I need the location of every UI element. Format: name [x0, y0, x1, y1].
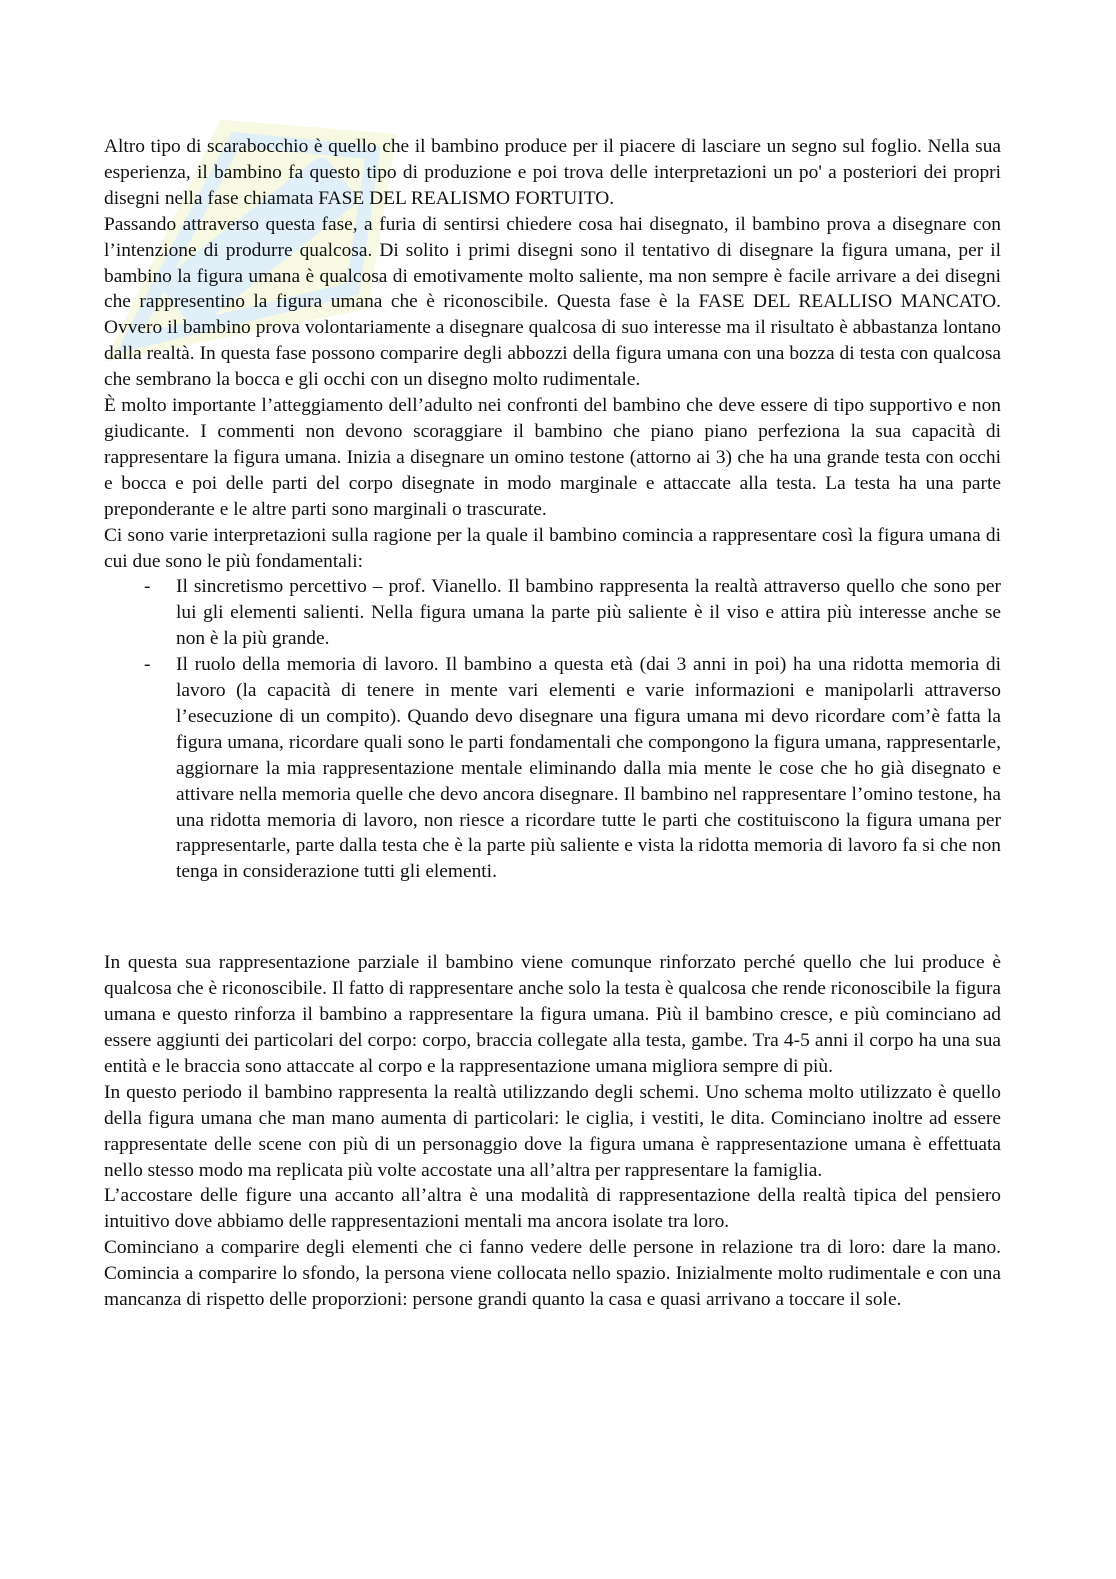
paragraph: L’accostare delle figure una accanto all’altra è una modalità di rappresentazione della realtà tipica del pensiero intuitivo dove abbiamo delle rappresentazioni mentali ma ancora isolate tra loro. [104, 1185, 1001, 1233]
list-marker: - [144, 576, 151, 598]
paragraph: Altro tipo di scarabocchio è quello che il bambino produce per il piacere di lasciare un segno sul foglio. Nella sua esperienza, il bambino fa questo tipo di produzione e poi trova delle interpretazioni un po' a posteriori dei propri disegni nella fase chiamata FASE DEL REALISMO FORTUITO. [104, 136, 1001, 209]
list-item-text: Il ruolo della memoria di lavoro. Il bambino a questa età (dai 3 anni in poi) ha una ridotta memoria di lavoro (la capacità di tenere in mente vari elementi e varie informazioni e manipolarli attraverso l’esecuzione di un compito). Quando devo disegnare una figura umana mi devo ricordare com’è fatta la figura umana, ricordare quali sono le parti fondamentali che compongono la figura umana, rappresentarle, aggiornare la mia rappresentazione mentale eliminando dalla mia mente le cose che ho già disegnato e attivare nella memoria quelle che devo ancora disegnare. Il bambino nel rappresentare l’omino testone, ha una ridotta memoria di lavoro, non riesce a ricordare tutte le parti che costituiscono la figura umana per rappresentarle, parte dalla testa che è la parte più saliente e vista la ridotta memoria di lavoro fa si che non tenga in considerazione tutti gli elementi. [176, 654, 1001, 883]
paragraph: In questa sua rappresentazione parziale il bambino viene comunque rinforzato perché quello che lui produce è qualcosa che è riconoscibile. Il fatto di rappresentare anche solo la testa è qualcosa che rende riconoscibile la figura umana e questo rinforza il bambino a rappresentare la figura umana. Più il bambino cresce, e più cominciano ad essere aggiunti dei particolari del corpo: corpo, braccia collegate alla testa, gambe. Tra 4-5 anni il corpo ha una sua entità e le braccia sono attaccate al corpo e la rappresentazione umana migliora sempre di più. [104, 952, 1001, 1077]
list-item [144, 574, 1001, 652]
paragraph: Cominciano a comparire degli elementi che ci fanno vedere delle persone in relazione tra di loro: dare la mano. Comincia a comparire lo sfondo, la persona viene collocata nello spazio. Inizialmente molto rudimentale e con una mancanza di rispetto delle proporzioni: persone grandi quanto la casa e quasi arrivano a toccare il sole. [104, 1237, 1001, 1311]
document-page [104, 134, 1001, 1313]
paragraph: È molto importante l’atteggiamento dell’adulto nei confronti del bambino che deve essere di tipo supportivo e non giudicante. I commenti non devono scoraggiare il bambino che piano piano perfeziona la sua capacità di rappresentare la figura umana. Inizia a disegnare un omino testone (attorno ai 3) che ha una grande testa con occhi e bocca e poi delle parti del corpo disegnate in modo marginale e attaccate alla testa. La testa ha una parte preponderante e le altre parti sono marginali o trascurate. [104, 395, 1001, 520]
section-spacer [104, 885, 1001, 950]
list-marker: - [144, 654, 151, 676]
paragraph: Passando attraverso questa fase, a furia di sentirsi chiedere cosa hai disegnato, il bambino prova a disegnare con l’intenzione di produrre qualcosa. Di solito i primi disegni sono il tentativo di disegnare la figura umana, per il bambino la figura umana è qualcosa di emotivamente molto saliente, ma non sempre è facile arrivare a dei disegni che rappresentino la figura umana che è riconoscibile. Questa fase è la FASE DEL REALLISO MANCATO. Ovvero il bambino prova volontariamente a disegnare qualcosa di suo interesse ma il risultato è abbastanza lontano dalla realtà. In questa fase possono comparire degli abbozzi della figura umana con una bozza di testa con qualcosa che sembrano la bocca e gli occhi con un disegno molto rudimentale. [104, 213, 1001, 391]
bullet-list [104, 574, 1001, 885]
list-item-text: Il sincretismo percettivo – prof. Vianello. Il bambino rappresenta la realtà attraverso quello che sono per lui gli elementi salienti. Nella figura umana la parte più saliente è il viso e attira più interesse anche se non è la più grande. [176, 576, 1001, 650]
paragraph: Ci sono varie interpretazioni sulla ragione per la quale il bambino comincia a rappresentare così la figura umana di cui due sono le più fondamentali: [104, 524, 1001, 572]
list-item [144, 652, 1001, 885]
paragraph: In questo periodo il bambino rappresenta la realtà utilizzando degli schemi. Uno schema molto utilizzato è quello della figura umana che man mano aumenta di particolari: le ciglia, i vestiti, le dita. Cominciano inoltre ad essere rappresentate delle scene con più di un personaggio dove la figura umana è rappresentazione umana è effettuata nello stesso modo ma replicata più volte accostate una all’altra per rappresentare la famiglia. [104, 1081, 1001, 1181]
